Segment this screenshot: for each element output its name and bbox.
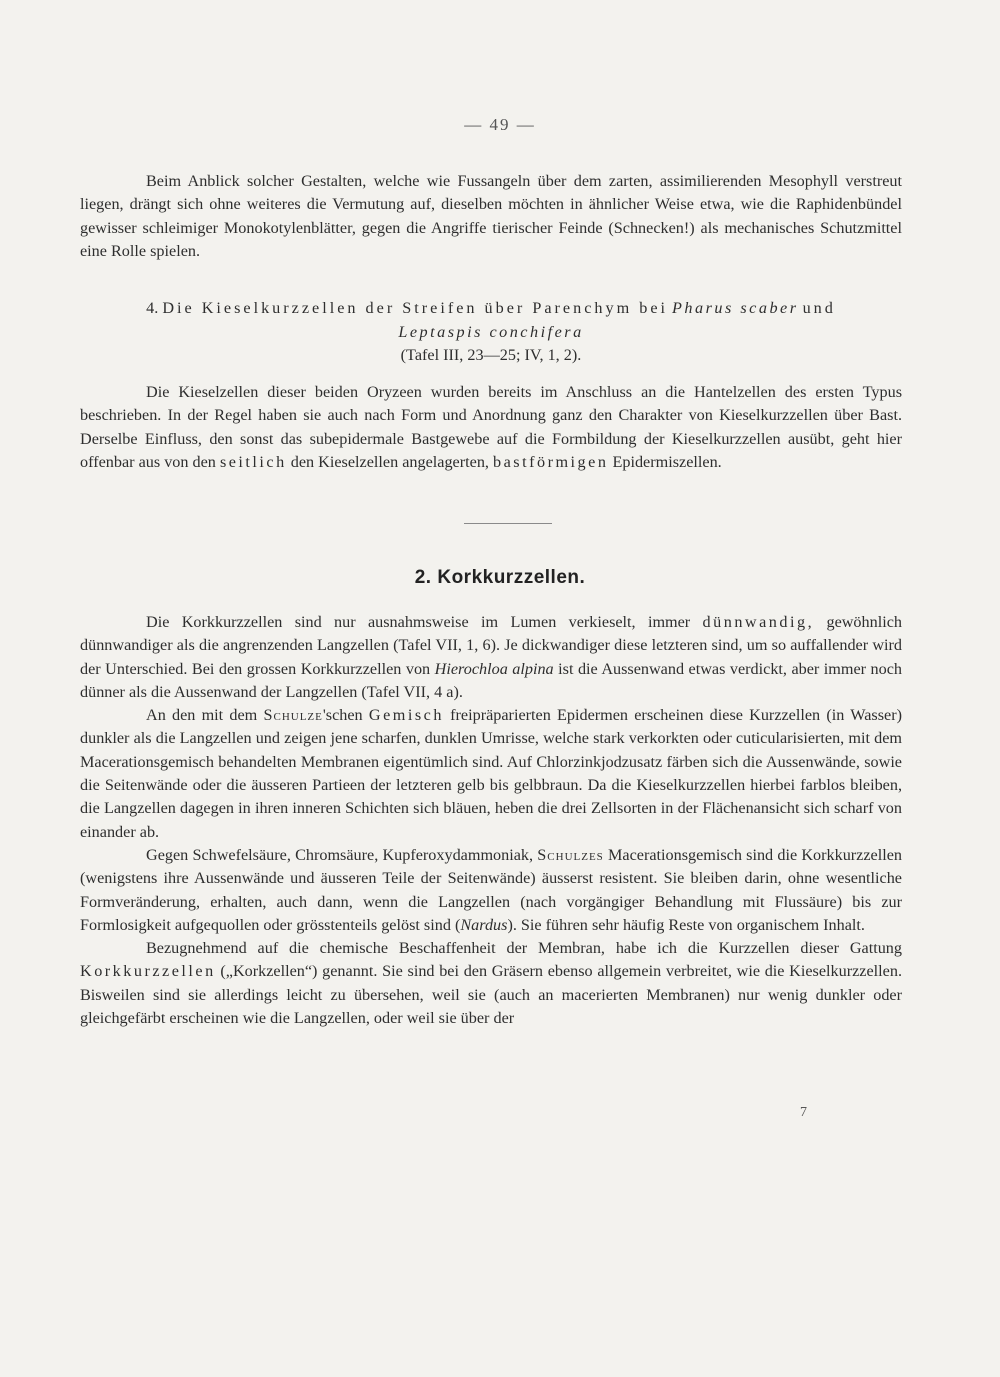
section-2-paragraph-4 (80, 937, 902, 1030)
section-4-body (80, 381, 902, 474)
s2p3-text-a: Gegen Schwefelsäure, Chromsäure, Kupferoxydammoniak, (146, 845, 534, 864)
section-4-spaced-seitlich: seitlich (219, 452, 287, 471)
s2p1-text-b: gewöhnlich dünnwandiger als die angrenzenden Langzellen (Tafel VII, 1, 6). Je dickwandiger diese letzteren sind, um so auffallender wird der Unterschied. Bei den grossen Korkkurzzellen von (80, 613, 902, 678)
s2p4-text-b: („Korkzellen“) genannt. Sie sind bei den Gräsern ebenso allgemein verbreitet, wie die Kieselkurzzellen. Bisweilen sind sie allerdings leicht zu übersehen, weil sie (auch an macerierten Membranen) nur wenig dunkler oder gleichgefärbt erscheinen wie die Langzellen, oder weil sie über der (80, 962, 902, 1028)
section-4-paragraph (80, 381, 902, 474)
section-2-body (80, 611, 902, 1030)
section-4-heading (80, 297, 902, 368)
intro-paragraph: Beim Anblick solcher Gestalten, welche wie Fussangeln über dem zarten, assimilierenden Mesophyll verstreut liegen, drängt sich ohne weiteres die Vermutung auf, dieselben möchten in ähnlicher Weise etwa, wie die Raphidenbündel gewisser schleimiger Monokotylenblätter, gegen die Angriffe tierischer Feinde (Schnecken!) als mechanisches Schutzmittel eine Rolle spielen. (80, 172, 902, 260)
section-2-paragraph-3 (80, 844, 902, 937)
section-4-number: 4. (146, 299, 159, 317)
section-4-text-a: Die Kieselzellen dieser beiden Oryzeen wurden bereits im Anschluss an die Hantelzellen des ersten Typus beschrieben. In der Regel haben sie auch nach Form und Anordnung ganz den Charakter von Kieselkurzzellen über Bast. Derselbe Einfluss, den sonst das subepidermale Bastgewebe auf die Formbildung der Kieselkurzzellen ausübt, geht hier offenbar aus von den (80, 383, 902, 471)
s2p1-text-c: ist die Aussenwand etwas verdickt, aber immer noch dünner als die Aussenwand der Langzellen (Tafel VII, 4 a). (80, 659, 903, 701)
s2p3-text-b: Macerationsgemisch sind die Korkkurzzellen (wenigstens ihre Aussenwände und äusseren Teile der Seitenwände) äusserst resistent. Sie bleiben darin, ohne wesentliche Formveränderung, erhalten, auch dann, wenn die Langzellen (nach vorgängiger Behandlung mit Flussäure) bis zur Formlosigkeit aufgequollen oder grösstenteils gelöst sind ( (80, 845, 903, 934)
intro-paragraph-block (80, 170, 902, 263)
s2p3-species: Nardus (460, 915, 508, 934)
s2p2-spaced: Gemisch (368, 706, 444, 725)
section-4-title: Die Kieselkurzzellen der Streifen über Parenchym bei (162, 299, 668, 317)
section-divider (464, 523, 552, 524)
s2p1-text-a: Die Korkkurzzellen sind nur ausnahmsweise im Lumen verkieselt, immer (146, 613, 691, 631)
section-4-connector: und (802, 299, 836, 317)
s2p4-text-a: Bezugnehmend auf die chemische Beschaffenheit der Membran, habe ich die Kurzzellen dieser Gattung (146, 939, 902, 958)
page-number: — 49 — (464, 115, 536, 134)
section-2-heading: 2. Korkkurzzellen. (414, 567, 586, 588)
section-4-species-2: Leptaspis conchifera (398, 322, 584, 341)
s2p3-author: Schulzes (537, 845, 604, 864)
s2p4-spaced: Korkkurzzellen (80, 962, 216, 981)
s2p3-text-c: ). Sie führen sehr häufig Reste von organischem Inhalt. (507, 915, 865, 934)
section-4-text-c: Epidermiszellen. (612, 452, 722, 471)
section-4-spaced-bastfoermigen: bastförmigen (493, 452, 609, 471)
section-4-species-1: Pharus scaber (672, 299, 799, 317)
s2p2-text-a: An den mit dem (146, 706, 258, 725)
signature-mark: 7 (800, 1105, 807, 1120)
s2p2-author: Schulze (263, 706, 323, 725)
section-2-paragraph-2 (80, 704, 902, 844)
s2p2-text-c: freipräparierten Epidermen erscheinen diese Kurzzellen (in Wasser) dunkler als die Langzellen und zeigen jene scharfen, dunklen Umrisse, welche stark verkorkten oder cuticularisierten, mit dem Macerationsgemisch behandelten Membranen eigentümlich sind. Auf Chlorzinkjodzusatz färben sich die Aussenwände, sowie die Seitenwände oder die äusseren Partieen der letzteren gelb bis gelbbraun. Da die Kieselkurzzellen hierbei farblos bleiben, die Langzellen dagegen in ihren inneren Schichten sich bläuen, heben die drei Zellsorten in der Flächenansicht sich scharf von einander ab. (80, 706, 902, 841)
section-4-plates: (Tafel III, 23—25; IV, 1, 2). (400, 346, 582, 364)
s2p1-spaced: dünnwandig, (702, 613, 815, 631)
s2p2-text-b: 'schen (322, 706, 363, 725)
section-4-text-b: den Kieselzellen angelagerten, (290, 452, 489, 471)
section-2-paragraph-1 (80, 611, 902, 704)
s2p1-species: Hierochloa alpina (434, 659, 554, 678)
